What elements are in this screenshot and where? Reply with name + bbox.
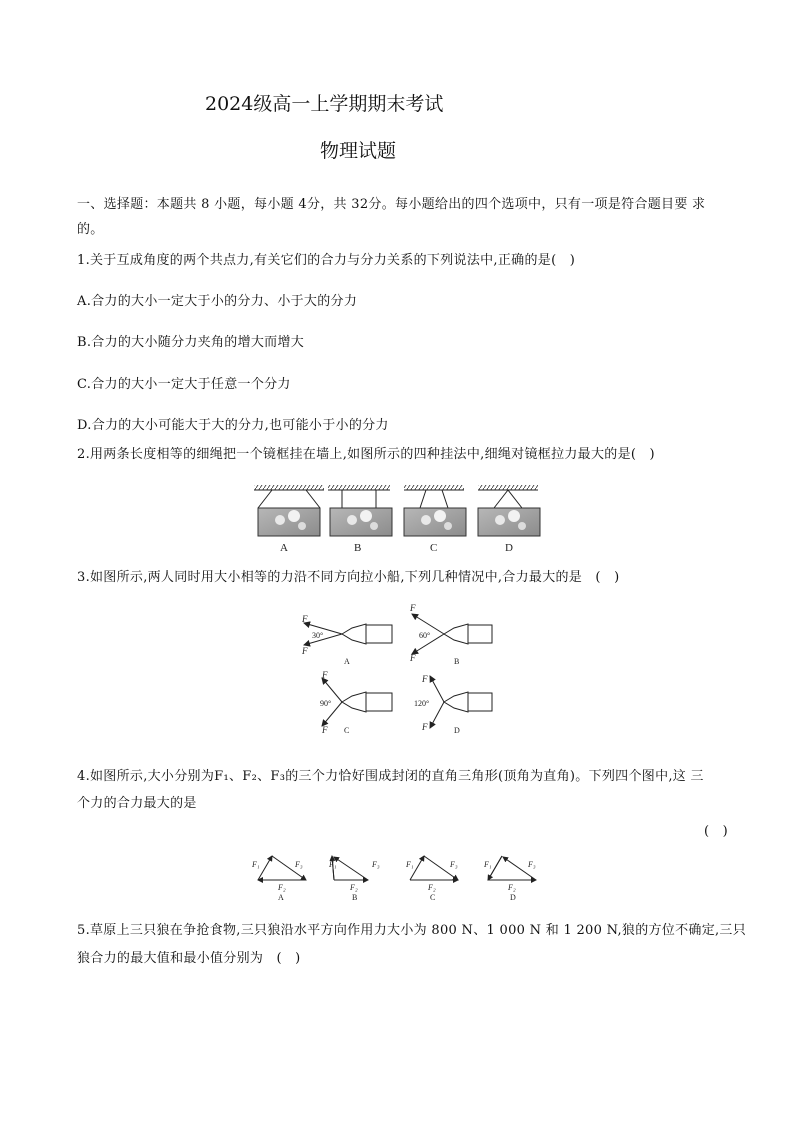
q3-figure (298, 600, 498, 740)
q4-a-f2: F₂ (278, 883, 286, 892)
section-intro-line1: 一、选择题：本题共 8 小题，每小题 4分，共 32分。每小题给出的四个选项中，只有一项是符合题目要 求 (77, 197, 706, 212)
q3-c-angle: 90° (320, 699, 332, 708)
q3-c-force-2: F (322, 725, 328, 735)
q3-d-angle: 120° (414, 699, 430, 708)
q3-case-a (301, 614, 392, 666)
q3-label-b: B (454, 657, 460, 666)
q4-c-f1: F₁ (406, 860, 414, 869)
q4-c-f2: F₂ (428, 883, 436, 892)
q1-option-d: D.合力的大小可能大于大的分力,也可能小于小的分力 (77, 418, 389, 433)
q3-a-force-2: F (302, 646, 308, 656)
q2-label-c: C (430, 542, 438, 554)
exam-title: 2024级高一上学期期末考试 (205, 93, 444, 115)
q2-figure (240, 482, 550, 556)
q4-a-f3: F₃ (295, 860, 303, 869)
q4-b-f1: F₁ (329, 860, 337, 869)
q3-case-d (414, 674, 492, 735)
q3-d-force-2: F (422, 722, 428, 732)
q3-label-a: A (344, 657, 350, 666)
q2-stem: 2.用两条长度相等的细绳把一个镜框挂在墙上,如图所示的四种挂法中,细绳对镜框拉力最大的是( ) (77, 447, 655, 462)
q4-figure (250, 850, 550, 905)
q1-option-b: B.合力的大小随分力夹角的增大而增大 (77, 335, 305, 350)
q4-answer-paren: ( ) (704, 824, 729, 839)
q3-d-force-1: F (422, 674, 428, 684)
q3-label-c: C (344, 726, 350, 735)
q4-triangle-a (251, 856, 306, 902)
q4-label-c: C (430, 893, 436, 902)
q2-label-d: D (505, 542, 513, 554)
q4-d-f2: F₂ (508, 883, 516, 892)
q4-a-f1: F₁ (252, 860, 260, 869)
q2-frame-c (404, 485, 466, 536)
subject-title: 物理试题 (320, 140, 397, 162)
q2-label-a: A (280, 542, 288, 554)
q3-stem: 3.如图所示,两人同时用大小相等的力沿不同方向拉小船,下列几种情况中,合力最大的是 ( ) (77, 570, 620, 585)
q4-triangle-b (328, 856, 380, 902)
q3-a-angle: 30° (312, 631, 324, 640)
q4-label-a: A (278, 893, 284, 902)
q3-case-b (409, 603, 492, 666)
q5-stem-line2: 狼合力的最大值和最小值分别为 ( ) (77, 951, 301, 966)
q3-a-force-1: F (302, 614, 308, 624)
q1-option-a: A.合力的大小一定大于小的分力、小于大的分力 (77, 294, 358, 309)
q4-stem-line2: 个力的合力最大的是 (77, 796, 197, 811)
q4-label-b: B (352, 893, 358, 902)
q1-option-c: C.合力的大小一定大于任意一个分力 (77, 377, 291, 392)
q4-stem-line1: 4.如图所示,大小分别为F₁、F₂、F₃的三个力恰好围成封闭的直角三角形(顶角为直角)。下列四个图中,这 三 (77, 769, 704, 784)
q2-frame-d (478, 485, 540, 536)
q3-case-c (320, 670, 392, 735)
q4-triangle-d (483, 856, 536, 902)
q2-frame-b (328, 485, 392, 536)
q3-b-angle: 60° (419, 631, 431, 640)
q3-b-force-1: F (410, 603, 416, 613)
q4-triangle-c (405, 856, 458, 902)
q2-frame-a (254, 485, 324, 536)
q1-stem: 1.关于互成角度的两个共点力,有关它们的合力与分力关系的下列说法中,正确的是( ) (77, 253, 576, 268)
q3-c-force-1: F (322, 670, 328, 680)
q4-c-f3: F₃ (450, 860, 458, 869)
q4-b-f3: F₃ (372, 860, 380, 869)
q4-d-f3: F₃ (528, 860, 536, 869)
section-intro-line2: 的。 (77, 222, 104, 237)
q4-label-d: D (510, 893, 516, 902)
q3-label-d: D (454, 726, 460, 735)
q4-b-f2: F₂ (350, 883, 358, 892)
q2-label-b: B (354, 542, 362, 554)
q4-d-f1: F₁ (484, 860, 492, 869)
q3-b-force-2: F (410, 653, 416, 663)
q5-stem-line1: 5.草原上三只狼在争抢食物,三只狼沿水平方向作用力大小为 800 N、1 000 N 和 1 200 N,狼的方位不确定,三只 (77, 923, 747, 938)
